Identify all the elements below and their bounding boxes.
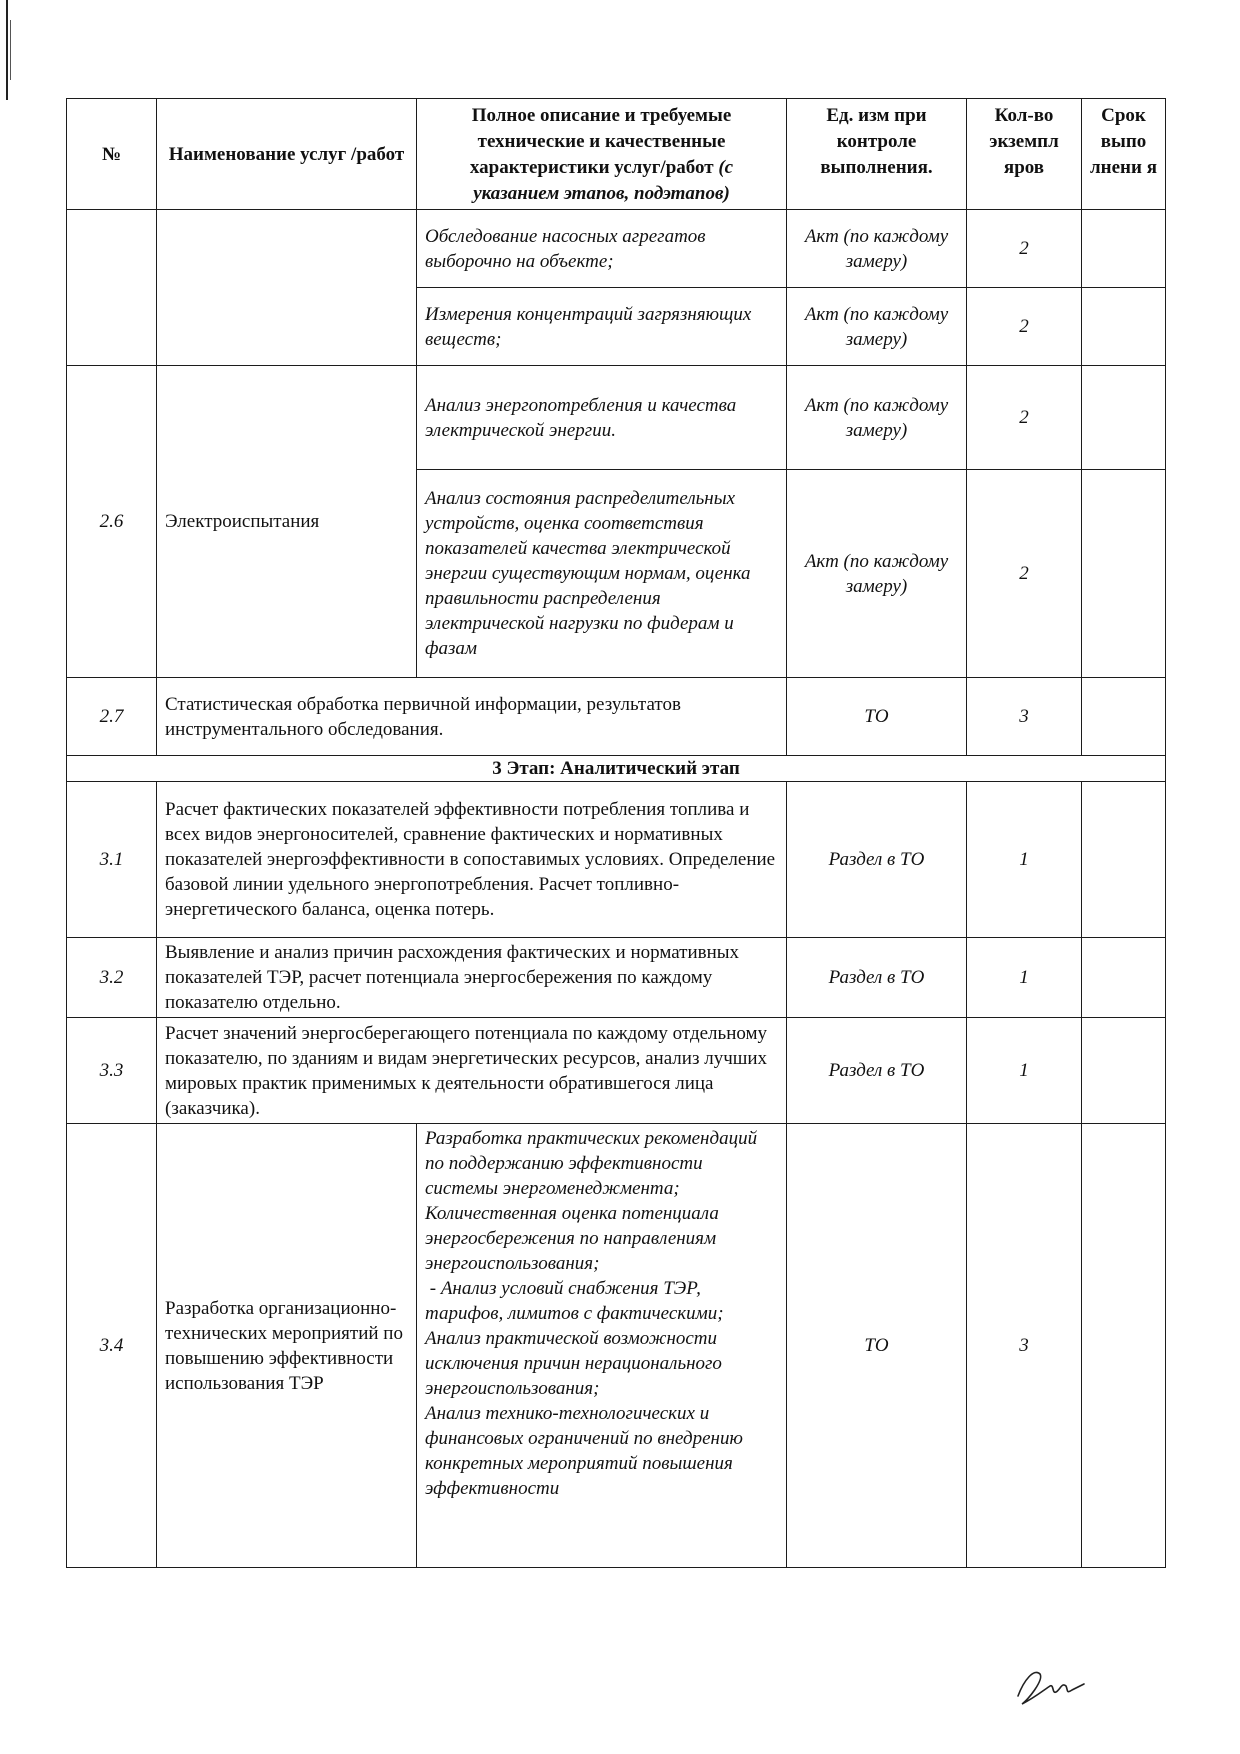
row-term: [1082, 210, 1166, 288]
row-unit: Акт (по каждому замеру): [787, 366, 967, 470]
row-num: 3.2: [67, 938, 157, 1018]
row-name: Разработка организационно-технических мероприятий по повышению эффективности использования ТЭР: [157, 1124, 417, 1568]
row-qty: 2: [967, 210, 1082, 288]
row-num: 3.3: [67, 1018, 157, 1124]
table-row: [67, 1124, 1166, 1568]
row-desc: Обследование насосных агрегатов выборочно на объекте;: [417, 210, 787, 288]
row-num: 3.4: [67, 1124, 157, 1568]
header-desc: [417, 99, 787, 210]
row-desc: Измерения концентраций загрязняющих веществ;: [417, 288, 787, 366]
row-qty: 2: [967, 366, 1082, 470]
table-row: [67, 1018, 1166, 1124]
row-term: [1082, 1018, 1166, 1124]
header-unit: Ед. изм при контроле выполнения.: [787, 99, 967, 210]
table-row: [67, 678, 1166, 756]
row-num-cell: [67, 210, 157, 366]
header-qty: Кол-во экземпл яров: [967, 99, 1082, 210]
row-unit: Раздел в ТО: [787, 782, 967, 938]
desc-item: Анализ технико-технологических и финансовых ограничений по внедрению конкретных мероприятий повышения эффективности: [425, 1403, 743, 1499]
row-name-cell: [157, 210, 417, 366]
row-qty: 2: [967, 288, 1082, 366]
header-term: Срок выпо лнени я: [1082, 99, 1166, 210]
row-text: Выявление и анализ причин расхождения фактических и нормативных показателей ТЭР, расчет потенциала энергосбережения по каждому показателю отдельно.: [157, 938, 787, 1018]
desc-item: - Анализ условий снабжения ТЭР, тарифов, лимитов с фактическими;: [425, 1278, 724, 1324]
row-qty: 2: [967, 470, 1082, 678]
row-text: Расчет фактических показателей эффективности потребления топлива и всех видов энергоносителей, сравнение фактических и нормативных показателей энергоэффективности в сопоставимых условиях. Определение базовой линии удельного энергопотребления. Расчет топливно-энергетического баланса, оценка потерь.: [157, 782, 787, 938]
row-text: Расчет значений энергосберегающего потенциала по каждому отдельному показателю, по зданиям и видам энергетических ресурсов, анализ лучших мировых практик применимых к деятельности обратившегося лица (заказчика).: [157, 1018, 787, 1124]
row-desc-list: [417, 1124, 787, 1568]
row-term: [1082, 288, 1166, 366]
row-desc: Анализ состояния распределительных устройств, оценка соответствия показателей качества электрической энергии существующим нормам, оценка правильности распределения электрической нагрузки по фидерам и фазам: [417, 470, 787, 678]
row-term: [1082, 1124, 1166, 1568]
row-qty: 1: [967, 1018, 1082, 1124]
table-header-row: [67, 99, 1166, 210]
row-term: [1082, 938, 1166, 1018]
table-row: [67, 938, 1166, 1018]
row-num: 2.6: [67, 366, 157, 678]
row-unit: Раздел в ТО: [787, 938, 967, 1018]
row-num: 3.1: [67, 782, 157, 938]
scan-edge-mark: [6, 0, 8, 100]
row-term: [1082, 782, 1166, 938]
stage-heading: 3 Этап: Аналитический этап: [67, 756, 1166, 782]
table-row: [67, 782, 1166, 938]
row-term: [1082, 366, 1166, 470]
handwritten-signature-icon: [1010, 1660, 1090, 1710]
row-desc: Анализ энергопотребления и качества электрической энергии.: [417, 366, 787, 470]
desc-item: Анализ практической возможности исключения причин нерационального энергоиспользования;: [425, 1328, 722, 1399]
row-text: Статистическая обработка первичной информации, результатов инструментального обследования.: [157, 678, 787, 756]
row-term: [1082, 470, 1166, 678]
row-qty: 1: [967, 938, 1082, 1018]
header-desc-italic: (с указанием этапов, подэтапов): [473, 157, 734, 204]
header-num: №: [67, 99, 157, 210]
row-qty: 1: [967, 782, 1082, 938]
desc-item: Количественная оценка потенциала энергосбережения по направлениям энергоиспользования;: [425, 1203, 719, 1274]
row-num: 2.7: [67, 678, 157, 756]
scan-edge-mark: [10, 20, 11, 80]
table-row: [67, 366, 1166, 470]
header-desc-main: Полное описание и требуемые технические и качественные характеристики услуг/работ: [469, 105, 732, 178]
row-unit: Акт (по каждому замеру): [787, 470, 967, 678]
row-term: [1082, 678, 1166, 756]
row-name: Электроиспытания: [157, 366, 417, 678]
services-table: [66, 98, 1166, 1568]
row-unit: ТО: [787, 678, 967, 756]
row-qty: 3: [967, 678, 1082, 756]
row-unit: ТО: [787, 1124, 967, 1568]
table-row: [67, 210, 1166, 288]
row-unit: Раздел в ТО: [787, 1018, 967, 1124]
row-unit: Акт (по каждому замеру): [787, 210, 967, 288]
row-unit: Акт (по каждому замеру): [787, 288, 967, 366]
desc-item: Разработка практических рекомендаций по поддержанию эффективности системы энергоменеджмента;: [425, 1128, 758, 1199]
stage-heading-row: [67, 756, 1166, 782]
header-name: Наименование услуг /работ: [157, 99, 417, 210]
row-qty: 3: [967, 1124, 1082, 1568]
